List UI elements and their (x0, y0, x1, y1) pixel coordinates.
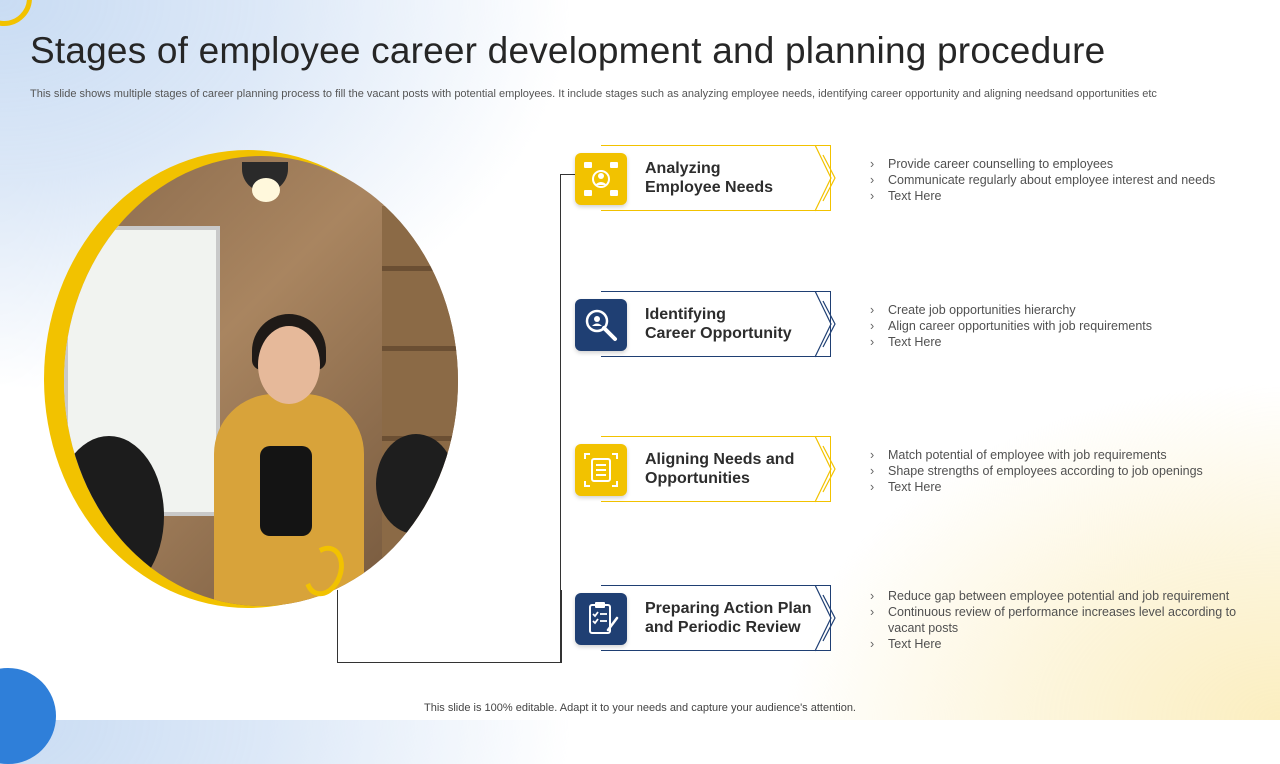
stage-aligning-needs-opportunities (575, 436, 855, 506)
magnifier-search-icon (575, 299, 627, 351)
bullet-item: › Continuous review of performance increases level according to vacant posts (870, 604, 1260, 636)
decorative-ring-top-left (0, 0, 32, 26)
bullet-item: › Text Here (870, 188, 1260, 204)
document-align-icon (575, 444, 627, 496)
stage-label: Analyzing Employee Needs (645, 160, 774, 196)
slide-title: Stages of employee career development and planning procedure (30, 30, 1106, 71)
bullet-item: › Reduce gap between employee potential and job requirement (870, 588, 1260, 604)
bullet-item: › Provide career counselling to employees (870, 156, 1260, 172)
presenter-photo (44, 148, 458, 610)
bullet-item: › Match potential of employee with job requirements (870, 447, 1260, 463)
bullet-item: › Text Here (870, 479, 1260, 495)
stage-bullets (870, 302, 1260, 350)
bullet-item: › Shape strengths of employees according to job openings (870, 463, 1260, 479)
employee-needs-icon (575, 153, 627, 205)
slide-subtitle: This slide shows multiple stages of career planning process to fill the vacant posts with potential employees. It include stages such as analyzing employee needs, identifying career opportunity and aligning needsand opportunities etc (30, 88, 1157, 100)
bullet-item: › Communicate regularly about employee interest and needs (870, 172, 1260, 188)
bullet-item: › Text Here (870, 636, 1260, 652)
bullet-item: › Text Here (870, 334, 1260, 350)
connector-line (337, 590, 562, 663)
stage-label: Preparing Action Plan and Periodic Review (645, 600, 812, 636)
stage-preparing-action-plan (575, 585, 855, 655)
decorative-circle-bottom-left (0, 668, 56, 764)
clipboard-checklist-icon (575, 593, 627, 645)
stage-identifying-career-opportunity (575, 291, 855, 361)
stage-label: Identifying Career Opportunity (645, 306, 792, 342)
photo-image (64, 156, 458, 606)
bullet-item: › Create job opportunities hierarchy (870, 302, 1260, 318)
stage-bullets (870, 156, 1260, 204)
bullet-item: › Align career opportunities with job requirements (870, 318, 1260, 334)
stage-bullets (870, 447, 1260, 495)
stage-bullets (870, 588, 1260, 652)
stage-analyzing-employee-needs (575, 145, 855, 215)
footer-note: This slide is 100% editable. Adapt it to your needs and capture your audience's attention. (424, 702, 856, 714)
stage-label: Aligning Needs and Opportunities (645, 451, 795, 487)
